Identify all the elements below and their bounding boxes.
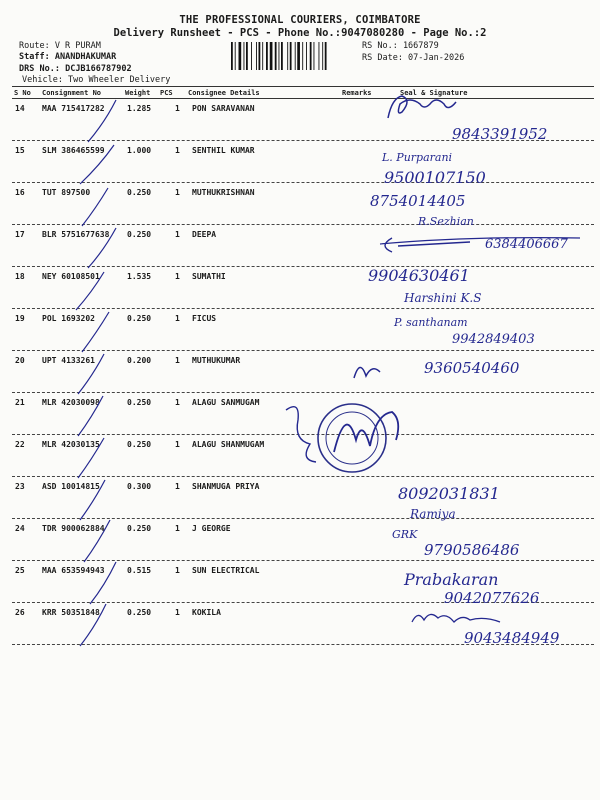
handwritten-phone-24: 9790586486 bbox=[424, 541, 520, 559]
barcode-bar bbox=[314, 42, 315, 70]
row-separator bbox=[12, 602, 594, 603]
row-consignee: DEEPA bbox=[192, 230, 217, 239]
row-separator bbox=[12, 140, 594, 141]
stamp-signature bbox=[334, 412, 398, 452]
company-title: THE PROFESSIONAL COURIERS, COIMBATORE bbox=[179, 14, 421, 26]
col-remarks: Remarks bbox=[342, 89, 372, 97]
row-consignee: ALAGU SANMUGAM bbox=[192, 398, 260, 407]
row-pcs: 1 bbox=[175, 524, 180, 533]
barcode-bar bbox=[279, 42, 280, 70]
row-weight: 0.250 bbox=[127, 524, 152, 533]
route-text: Route: V R PURAM bbox=[19, 41, 101, 51]
handwritten-phone-19: 9942849403 bbox=[452, 332, 535, 347]
drs-number: DCJB166787902 bbox=[65, 64, 132, 74]
row-weight: 0.250 bbox=[127, 314, 152, 323]
rs-date: RS Date: 07-Jan-2026 bbox=[362, 53, 465, 63]
row-pcs: 1 bbox=[175, 356, 180, 365]
handwritten-name-16: R.Sezhian bbox=[418, 215, 474, 228]
row-sno: 15 bbox=[15, 146, 25, 155]
handwritten-name-19: P. santhanam bbox=[394, 316, 468, 329]
rs-number: RS No.: 1667879 bbox=[362, 41, 439, 51]
row-weight: 0.250 bbox=[127, 608, 152, 617]
barcode-bar bbox=[281, 42, 283, 70]
barcode-bar bbox=[297, 42, 300, 70]
row-sno: 24 bbox=[15, 524, 25, 533]
row-sno: 18 bbox=[15, 272, 25, 281]
row-consignment-no: MAA 653594943 bbox=[42, 566, 105, 575]
row-weight: 0.250 bbox=[127, 398, 152, 407]
signature-row-20 bbox=[354, 367, 380, 378]
row-weight: 0.250 bbox=[127, 440, 152, 449]
row-weight: 0.200 bbox=[127, 356, 152, 365]
drs-line bbox=[19, 64, 132, 74]
handwritten-name-25: Prabakaran bbox=[404, 570, 499, 589]
row-consignment-no: SLM 386465599 bbox=[42, 146, 105, 155]
row-consignment-no: MAA 715417282 bbox=[42, 104, 105, 113]
row-pcs: 1 bbox=[175, 230, 180, 239]
row-consignment-no: NEY 60108501 bbox=[42, 272, 100, 281]
vehicle-text: Vehicle: Two Wheeler Delivery bbox=[22, 75, 171, 85]
row-separator bbox=[12, 350, 594, 351]
barcode-bar bbox=[319, 42, 320, 70]
row-weight: 0.250 bbox=[127, 188, 152, 197]
col-sno: S No bbox=[14, 89, 31, 97]
row-pcs: 1 bbox=[175, 566, 180, 575]
barcode-bar bbox=[256, 42, 257, 70]
barcode-bar bbox=[266, 42, 268, 70]
row-sno: 20 bbox=[15, 356, 25, 365]
row-pcs: 1 bbox=[175, 314, 180, 323]
barcode-bar bbox=[235, 42, 236, 70]
handwritten-phone-23: 8092031831 bbox=[398, 484, 500, 503]
barcode bbox=[231, 42, 356, 70]
staff-name: ANANDHAKUMAR bbox=[54, 52, 117, 62]
row-separator bbox=[12, 392, 594, 393]
row-sno: 21 bbox=[15, 398, 25, 407]
signature-row-26 bbox=[412, 614, 500, 622]
seal-stamp bbox=[286, 404, 398, 472]
barcode-bar bbox=[270, 42, 273, 70]
col-consignee: Consignee Details bbox=[188, 89, 260, 97]
row-sno: 22 bbox=[15, 440, 25, 449]
row-separator bbox=[12, 518, 594, 519]
row-pcs: 1 bbox=[175, 272, 180, 281]
row-sno: 25 bbox=[15, 566, 25, 575]
barcode-bar bbox=[246, 42, 248, 70]
row-pcs: 1 bbox=[175, 482, 180, 491]
row-separator bbox=[12, 476, 594, 477]
handwritten-name-23: Ramiya bbox=[410, 507, 456, 521]
handwritten-phone-15: 9500107150 bbox=[384, 168, 486, 187]
barcode-bar bbox=[322, 42, 323, 70]
row-pcs: 1 bbox=[175, 398, 180, 407]
handwritten-phone-17: 6384406667 bbox=[485, 237, 568, 252]
row-consignee: J GEORGE bbox=[192, 524, 231, 533]
row-pcs: 1 bbox=[175, 440, 180, 449]
row-weight: 1.535 bbox=[127, 272, 152, 281]
row-weight: 1.285 bbox=[127, 104, 152, 113]
staff-line bbox=[19, 52, 116, 62]
handwritten-phone-20: 9360540460 bbox=[424, 359, 520, 377]
row-weight: 1.000 bbox=[127, 146, 152, 155]
handwritten-name-18: Harshini K.S bbox=[404, 291, 482, 305]
col-consignment: Consignment No bbox=[42, 89, 102, 97]
row-sno: 19 bbox=[15, 314, 25, 323]
runsheet-subtitle: Delivery Runsheet - PCS - Phone No.:9047080280 - Page No.:2 bbox=[113, 27, 487, 39]
row-consignment-no: TDR 900062884 bbox=[42, 524, 105, 533]
row-consignee: ALAGU SHANMUGAM bbox=[192, 440, 265, 449]
row-consignee: PON SARAVANAN bbox=[192, 104, 255, 113]
row-sno: 16 bbox=[15, 188, 25, 197]
row-consignment-no: MLR 42030098 bbox=[42, 398, 100, 407]
row-consignee: MUTHUKRISHNAN bbox=[192, 188, 255, 197]
row-weight: 0.515 bbox=[127, 566, 152, 575]
handwritten-name-24: GRK bbox=[392, 528, 418, 541]
row-consignee: SUMATHI bbox=[192, 272, 226, 281]
barcode-bar bbox=[302, 42, 303, 70]
strike-line-17 bbox=[380, 238, 580, 244]
table-top-rule bbox=[12, 86, 594, 87]
row-separator bbox=[12, 224, 594, 225]
signature-row-14 bbox=[388, 96, 456, 118]
row-consignee: KOKILA bbox=[192, 608, 221, 617]
staff-label: Staff: bbox=[19, 52, 50, 62]
row-weight: 0.250 bbox=[127, 230, 152, 239]
row-pcs: 1 bbox=[175, 146, 180, 155]
col-weight: Weight bbox=[125, 89, 151, 97]
barcode-bar bbox=[239, 42, 242, 70]
barcode-bar bbox=[262, 42, 263, 70]
handwritten-phone-14: 9843391952 bbox=[452, 125, 548, 143]
handwritten-name-15: L. Purparani bbox=[382, 151, 453, 164]
row-separator bbox=[12, 308, 594, 309]
barcode-bar bbox=[244, 42, 245, 70]
row-consignment-no: MLR 42030135 bbox=[42, 440, 100, 449]
row-consignment-no: ASD 10014815 bbox=[42, 482, 100, 491]
row-sno: 26 bbox=[15, 608, 25, 617]
row-sno: 14 bbox=[15, 104, 25, 113]
row-consignment-no: UPT 4133261 bbox=[42, 356, 95, 365]
barcode-bar bbox=[251, 42, 252, 70]
row-separator bbox=[12, 182, 594, 183]
barcode-bar bbox=[290, 42, 292, 70]
barcode-bar bbox=[259, 42, 261, 70]
row-consignee: SHANMUGA PRIYA bbox=[192, 482, 260, 491]
col-seal-signature: Seal & Signature bbox=[400, 89, 468, 97]
stamp-outer-ring bbox=[318, 404, 386, 472]
barcode-bar bbox=[310, 42, 312, 70]
barcode-bar bbox=[275, 42, 277, 70]
barcode-bar bbox=[231, 42, 233, 70]
row-consignee: SUN ELECTRICAL bbox=[192, 566, 260, 575]
row-separator bbox=[12, 434, 594, 435]
row-separator bbox=[12, 644, 594, 645]
barcode-bar bbox=[306, 42, 307, 70]
row-consignment-no: KRR 50351848 bbox=[42, 608, 100, 617]
row-pcs: 1 bbox=[175, 608, 180, 617]
row-weight: 0.300 bbox=[127, 482, 152, 491]
handwritten-phone-26: 9043484949 bbox=[464, 629, 560, 647]
row-consignee: MUTHUKUMAR bbox=[192, 356, 241, 365]
stamp-inner-ring bbox=[326, 412, 378, 464]
barcode-bar bbox=[325, 42, 327, 70]
col-pcs: PCS bbox=[160, 89, 173, 97]
row-sno: 23 bbox=[15, 482, 25, 491]
handwritten-phone-16: 8754014405 bbox=[370, 192, 466, 210]
header-bottom-rule bbox=[12, 98, 594, 99]
row-sno: 17 bbox=[15, 230, 25, 239]
handwritten-phone-25: 9042077626 bbox=[444, 589, 540, 607]
row-consignment-no: TUT 897500 bbox=[42, 188, 91, 197]
signature-row-17 bbox=[385, 238, 470, 252]
row-separator bbox=[12, 266, 594, 267]
handwritten-phone-18: 9904630461 bbox=[368, 266, 470, 285]
row-pcs: 1 bbox=[175, 188, 180, 197]
row-consignee: SENTHIL KUMAR bbox=[192, 146, 255, 155]
row-consignee: FICUS bbox=[192, 314, 217, 323]
barcode-bar bbox=[287, 42, 288, 70]
row-consignment-no: POL 1693202 bbox=[42, 314, 95, 323]
row-pcs: 1 bbox=[175, 104, 180, 113]
drs-label: DRS No.: bbox=[19, 64, 60, 74]
row-separator bbox=[12, 560, 594, 561]
row-consignment-no: BLR 5751677638 bbox=[42, 230, 110, 239]
barcode-bar bbox=[295, 42, 296, 70]
